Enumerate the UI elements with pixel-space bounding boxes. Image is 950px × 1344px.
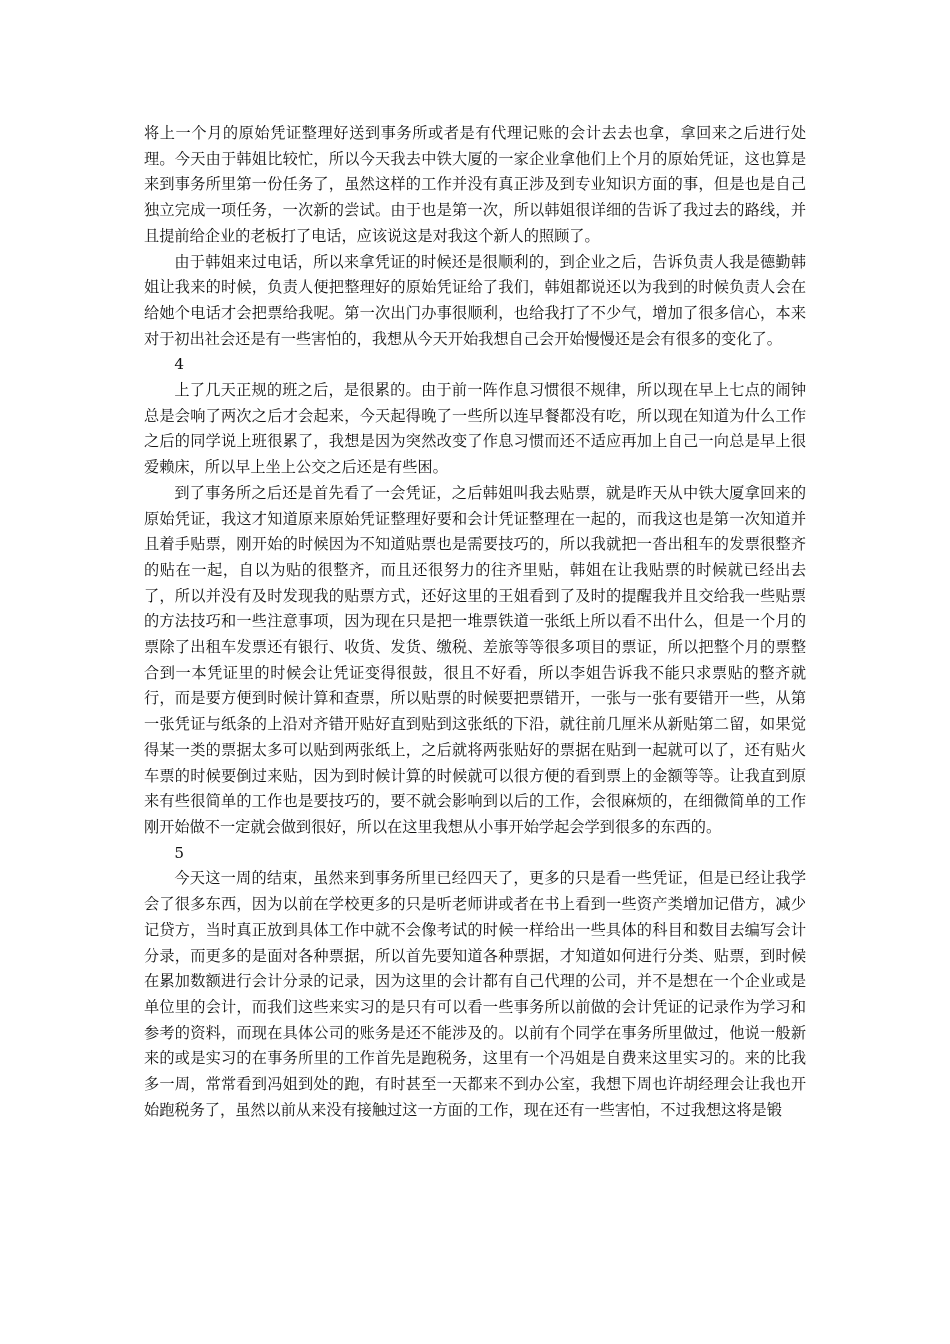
- paragraph-2: 由于韩姐来过电话，所以来拿凭证的时候还是很顺利的，到企业之后，告诉负责人我是德勤韩姐让我来的时候，负责人便把整理好的原始凭证给了我们，韩姐都说还以为我到的时候负责人会在给她个电话才会把票给我呢。第一次出门办事很顺利，也给我打了不少气，增加了很多信心，本来对于初出社会还是有一些害怕的，我想从今天开始我想自己会开始慢慢还是会有很多的变化了。: [144, 252, 806, 348]
- document-body: [144, 121, 806, 1123]
- paragraph-5: 今天这一周的结束，虽然来到事务所里已经四天了，更多的只是看一些凭证，但是已经让我学会了很多东西，因为以前在学校更多的只是听老师讲或者在书上看到一些资产类增加记借方，减少记贷方，当时真正放到具体工作中就不会像考试的时候一样给出一些具体的科目和数目去编写会计分录，而更多的是面对各种票据，所以首先要知道各种票据，才知道如何进行分类、贴票，到时候在累加数额进行会计分录的记录，因为这里的会计都有自己代理的公司，并不是想在一个企业或是单位里的会计，而我们这些来实习的是只有可以看一些事务所以前做的会计凭证的记录作为学习和参考的资料，而现在具体公司的账务是还不能涉及的。以前有个同学在事务所里做过，他说一般新来的或是实习的在事务所里的工作首先是跑税务，这里有一个冯姐是自费来这里实习的。来的比我多一周，常常看到冯姐到处的跑，有时甚至一天都来不到办公室，我想下周也许胡经理会让我也开始跑税务了，虽然以前从来没有接触过这一方面的工作，现在还有一些害怕，不过我想这将是锻: [144, 869, 806, 1119]
- section-number-5: 5: [174, 843, 185, 862]
- paragraph-1: 将上一个月的原始凭证整理好送到事务所或者是有代理记账的会计去去也拿，拿回来之后进行处理。今天由于韩姐比较忙，所以今天我去中铁大厦的一家企业拿他们上个月的原始凭证，这也算是来到事务所里第一份任务了，虽然这样的工作并没有真正涉及到专业知识方面的事，但是也是自己独立完成一项任务，一次新的尝试。由于也是第一次，所以韩姐很详细的告诉了我过去的路线，并且提前给企业的老板打了电话，应该说这是对我这个新人的照顾了。: [144, 124, 806, 245]
- paragraph-4: 到了事务所之后还是首先看了一会凭证，之后韩姐叫我去贴票，就是昨天从中铁大厦拿回来的原始凭证，我这才知道原来原始凭证整理好要和会计凭证整理在一起的，而我这也是第一次知道并且着手贴票，刚开始的时候因为不知道贴票也是需要技巧的，所以我就把一沓出租车的发票很整齐的贴在一起，自以为贴的很整齐，而且还很努力的往齐里贴，韩姐在让我贴票的时候就已经出去了，所以并没有及时发现我的贴票方式，还好这里的王姐看到了及时的提醒我并且交给我一些贴票的方法技巧和一些注意事项，因为现在只是把一堆票铁道一张纸上所以看不出什么，但是一个月的票除了出租车发票还有银行、收货、发货、缴税、差旅等等很多项目的票证，所以把整个月的票整合到一本凭证里的时候会让凭证变得很鼓，很且不好看，所以李姐告诉我不能只求票贴的整齐就行，而是要方便到时候计算和查票，所以贴票的时候要把票错开，一张与一张有要错开一些，从第一张凭证与纸条的上沿对齐错开贴好直到贴到这张纸的下沿，就往前几厘米从新贴第二留，如果觉得某一类的票据太多可以贴到两张纸上，之后就将两张贴好的票据在贴到一起就可以了，还有贴火车票的时候要倒过来贴，因为到时候计算的时候就可以很方便的看到票上的金额等等。让我直到原来有些很简单的工作也是要技巧的，要不就会影响到以后的工作，会很麻烦的，在细微简单的工作刚开始做不一定就会做到很好，所以在这里我想从小事开始学起会学到很多的东西的。: [144, 483, 806, 836]
- section-number-4: 4: [174, 355, 185, 374]
- paragraph-3: 上了几天正规的班之后，是很累的。由于前一阵作息习惯很不规律，所以现在早上七点的闹钟总是会响了两次之后才会起来，今天起得晚了一些所以连早餐都没有吃，所以现在知道为什么工作之后的同学说上班很累了，我想是因为突然改变了作息习惯而还不适应再加上自己一向总是早上很爱赖床，所以早上坐上公交之后还是有些困。: [144, 381, 806, 477]
